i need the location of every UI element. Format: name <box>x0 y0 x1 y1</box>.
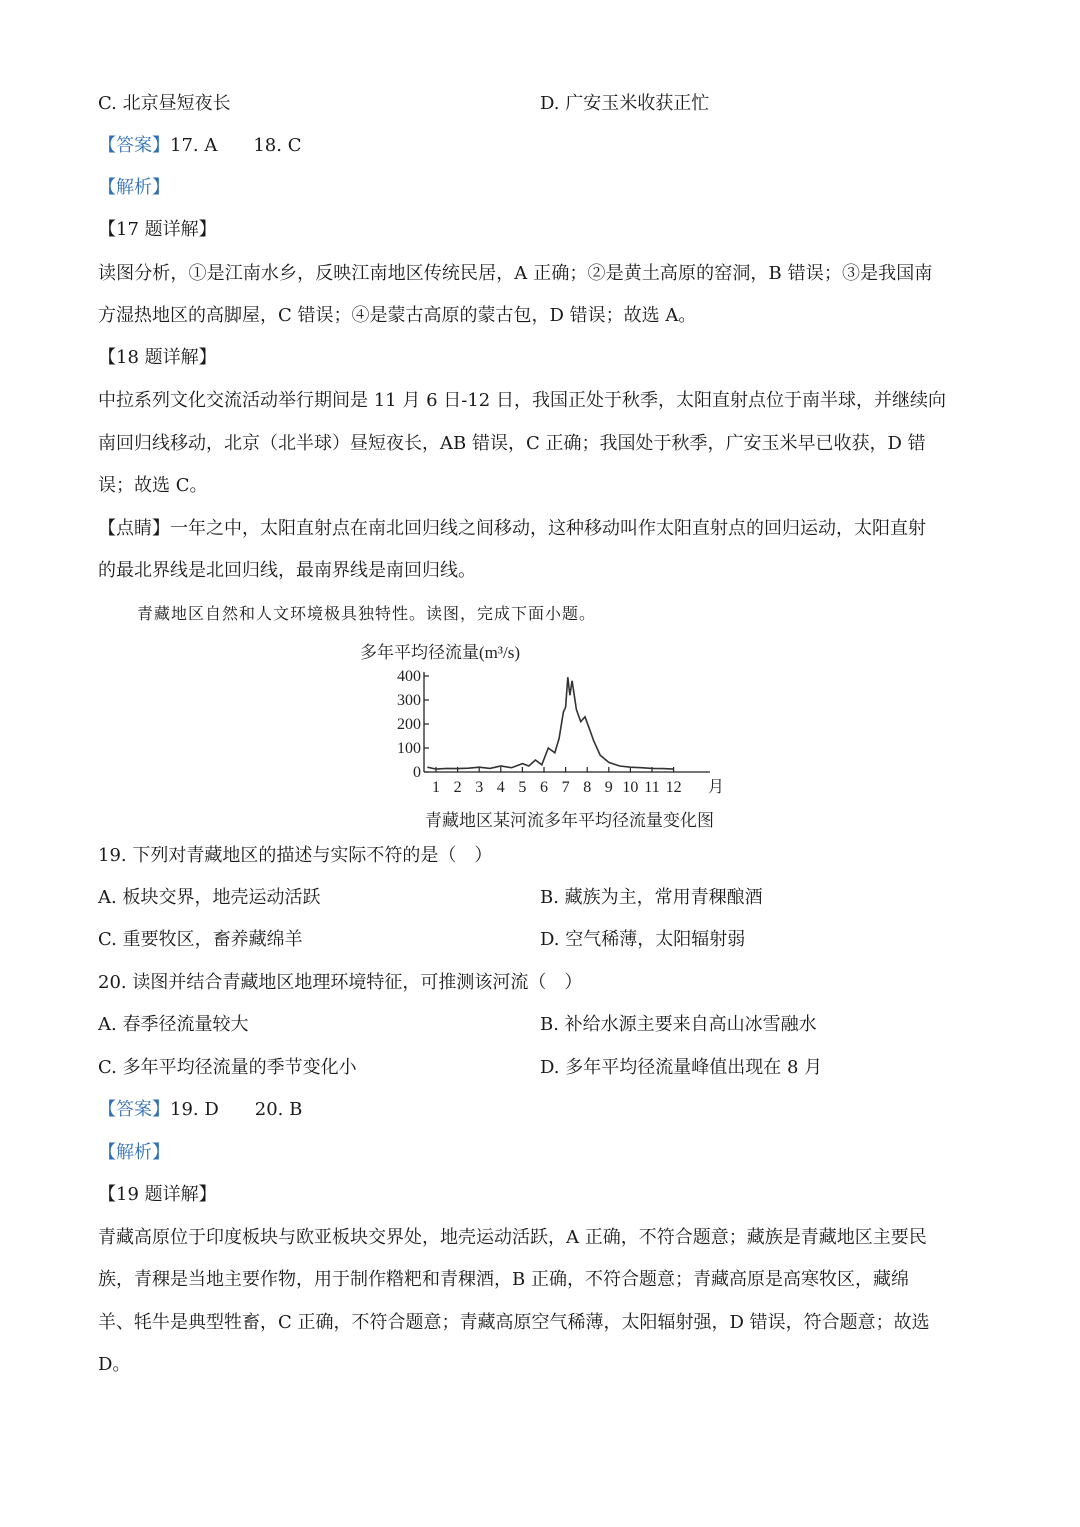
q18-text-line: 中拉系列文化交流活动举行期间是 11 月 6 日-12 日，我国正处于秋季，太阳直射点位于南半球，并继续向 <box>98 390 946 411</box>
y-tick-label: 300 <box>397 692 421 709</box>
q19-text-line: 羊、牦牛是典型牲畜，C 正确，不符合题意；青藏高原空气稀薄，太阳辐射强，D 错误，符合题意；故选 <box>98 1312 930 1333</box>
x-tick-label: 10 <box>622 779 639 796</box>
x-tick-label: 7 <box>561 779 570 796</box>
q19-option-d: D. 空气稀薄，太阳辐射弱 <box>540 929 746 950</box>
chart-xlabel: 月 <box>708 779 725 796</box>
q19-option-b: B. 藏族为主，常用青稞酿酒 <box>540 887 763 908</box>
section-intro: 青藏地区自然和人文环境极具独特性。读图，完成下面小题。 <box>137 604 597 623</box>
q18-text-line: 误；故选 C。 <box>98 475 208 496</box>
answer-label: 【答案】 <box>98 135 170 156</box>
q18-text-line: 南回归线移动，北京（北半球）昼短夜长，AB 错误，C 正确；我国处于秋季，广安玉米早已收获，D 错 <box>98 433 926 454</box>
q18-heading: 【18 题详解】 <box>98 347 217 368</box>
q17-text-line: 读图分析，①是江南水乡，反映江南地区传统民居，A 正确；②是黄土高原的窑洞，B 错误；③是我国南 <box>98 263 933 284</box>
q20-option-d: D. 多年平均径流量峰值出现在 8 月 <box>540 1057 823 1078</box>
q19-option-a: A. 板块交界，地壳运动活跃 <box>98 887 321 908</box>
q19-heading: 【19 题详解】 <box>98 1184 217 1205</box>
q20-option-a: A. 春季径流量较大 <box>98 1014 249 1035</box>
q19-text-line: 族，青稞是当地主要作物，用于制作糌粑和青稞酒，B 正确，不符合题意；青藏高原是高寒牧区，藏绵 <box>98 1269 909 1290</box>
answer-text: 19. D 20. B <box>170 1099 303 1120</box>
q20-option-c: C. 多年平均径流量的季节变化小 <box>98 1057 357 1078</box>
runoff-series-line <box>427 677 673 769</box>
q17-text-line: 方湿热地区的高脚屋，C 错误；④是蒙古高原的蒙古包，D 错误；故选 A。 <box>98 305 697 326</box>
answer-line <box>98 134 301 158</box>
chart-title: 青藏地区某河流多年平均径流量变化图 <box>425 811 714 830</box>
y-tick-label: 100 <box>397 740 421 757</box>
y-tick-label: 200 <box>397 716 421 733</box>
y-tick-label: 400 <box>397 668 421 685</box>
x-tick-label: 1 <box>432 779 440 796</box>
x-tick-label: 3 <box>475 779 484 796</box>
q17-heading: 【17 题详解】 <box>98 219 217 240</box>
answer-line <box>98 1098 302 1122</box>
analysis-label: 【解析】 <box>98 1142 170 1163</box>
y-tick-label: 0 <box>413 764 421 781</box>
analysis-label: 【解析】 <box>98 177 170 198</box>
answer-label: 【答案】 <box>98 1099 170 1120</box>
x-tick-label: 6 <box>540 779 548 796</box>
tip-line: 【点睛】一年之中，太阳直射点在南北回归线之间移动，这种移动叫作太阳直射点的回归运动，太阳直射 <box>98 518 926 539</box>
answer-text: 17. A 18. C <box>170 135 302 156</box>
runoff-chart <box>330 636 750 836</box>
q19-text-line: 青藏高原位于印度板块与欧亚板块交界处，地壳运动活跃，A 正确，不符合题意；藏族是青藏地区主要民 <box>98 1227 927 1248</box>
x-tick-label: 5 <box>518 779 527 796</box>
x-tick-label: 9 <box>604 779 613 796</box>
x-tick-label: 11 <box>644 779 660 796</box>
q19-stem: 19. 下列对青藏地区的描述与实际不符的是（ ） <box>98 845 493 866</box>
x-tick-label: 2 <box>453 779 462 796</box>
chart-ylabel: 多年平均径流量(m³/s) <box>360 643 520 662</box>
x-tick-label: 8 <box>583 779 592 796</box>
option-c: C. 北京昼短夜长 <box>98 93 231 114</box>
option-d: D. 广安玉米收获正忙 <box>540 93 710 114</box>
tip-line: 的最北界线是北回归线，最南界线是南回归线。 <box>98 560 476 581</box>
x-tick-label: 4 <box>496 779 505 796</box>
q20-option-b: B. 补给水源主要来自高山冰雪融水 <box>540 1014 817 1035</box>
q20-stem: 20. 读图并结合青藏地区地理环境特征，可推测该河流（ ） <box>98 972 583 993</box>
q19-text-line: D。 <box>98 1354 131 1375</box>
x-tick-label: 12 <box>665 779 682 796</box>
q19-option-c: C. 重要牧区，畜养藏绵羊 <box>98 929 303 950</box>
